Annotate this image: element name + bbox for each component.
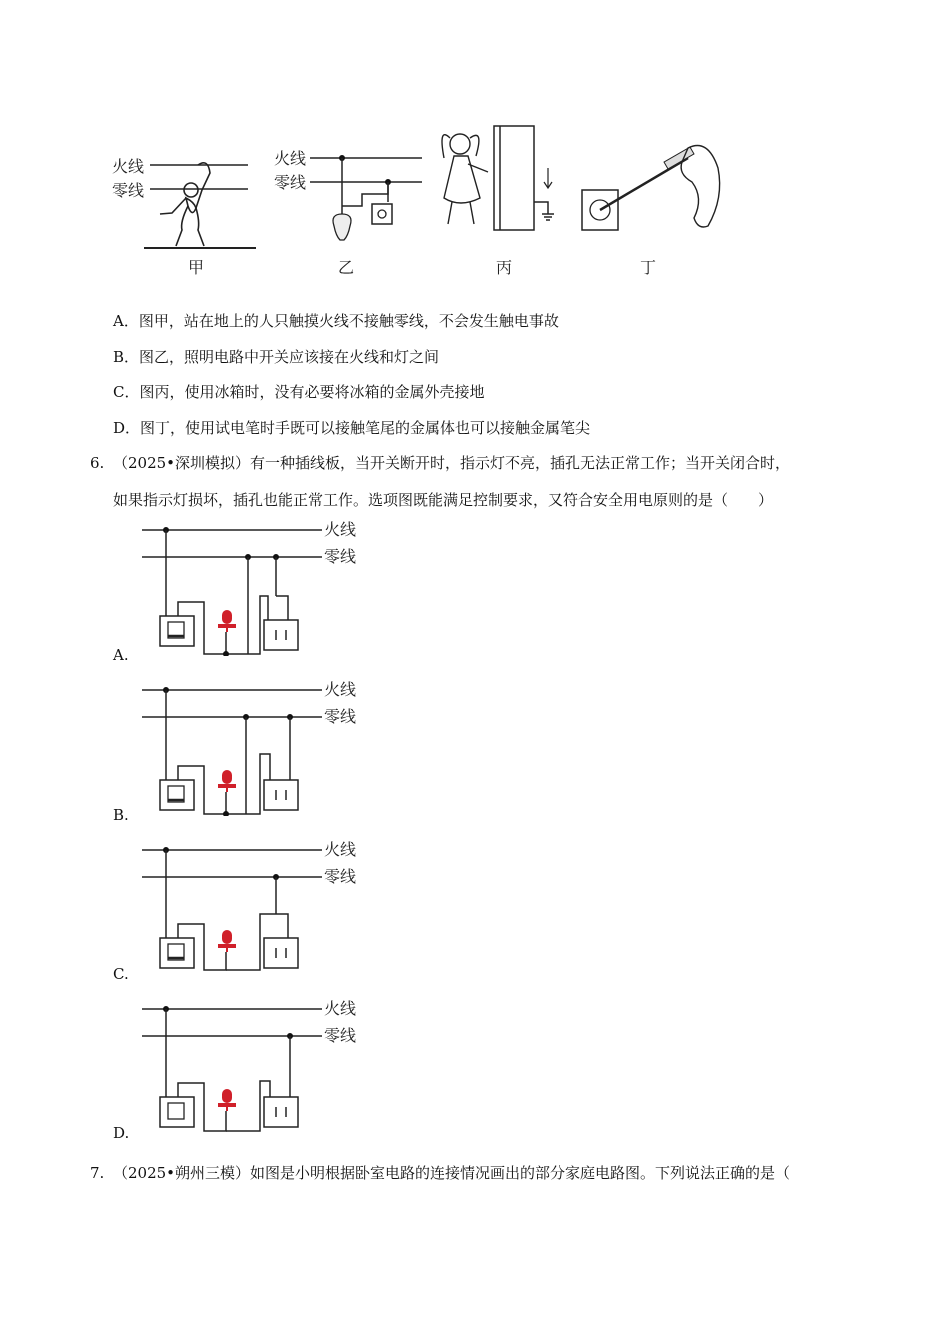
- switch-icon: [160, 616, 194, 646]
- q6-stem-line2: 如果指示灯损坏，插孔也能正常工作。选项图既能满足控制要求，又符合安全用电原则的是（ ）: [113, 491, 774, 509]
- circuit-b: [138, 676, 368, 816]
- figure-jia: [112, 157, 256, 277]
- q5-option-d: D．图丁，使用试电笔时手既可以接触笔尾的金属体也可以接触金属笔尖: [113, 419, 591, 437]
- girl-icon: [442, 134, 488, 224]
- circuit-a-label: A.: [113, 646, 129, 664]
- jia-sublabel: 甲: [188, 258, 205, 277]
- jia-live-label: 火线: [112, 157, 145, 176]
- circuit-b-label: B.: [113, 806, 129, 824]
- jia-neutral-label: 零线: [112, 181, 145, 200]
- circuit-a-neutral: 零线: [324, 547, 357, 566]
- circuit-b-live: 火线: [324, 680, 357, 699]
- q5-option-a: A．图甲，站在地上的人只触摸火线不接触零线，不会发生触电事故: [113, 312, 559, 330]
- socket-icon: [264, 938, 298, 968]
- circuit-b-neutral: 零线: [324, 707, 357, 726]
- circuit-d-live: 火线: [324, 999, 357, 1018]
- ding-sublabel: 丁: [640, 258, 657, 277]
- bing-sublabel: 丙: [496, 258, 513, 277]
- circuit-d: [138, 995, 368, 1135]
- switch-icon: [160, 938, 194, 968]
- q5-option-b: B．图乙，照明电路中开关应该接在火线和灯之间: [113, 348, 440, 366]
- led-icon: [218, 930, 236, 952]
- circuit-d-label: D.: [113, 1124, 130, 1142]
- circuit-c-neutral: 零线: [324, 867, 357, 886]
- socket-icon: [264, 1097, 298, 1127]
- circuit-d-neutral: 零线: [324, 1026, 357, 1045]
- circuit-c: [138, 836, 368, 976]
- figure-ding: [582, 146, 720, 278]
- led-icon: [218, 1089, 236, 1111]
- q6-number: 6.: [90, 454, 105, 472]
- circuit-c-label: C.: [113, 965, 129, 983]
- led-icon: [218, 610, 236, 632]
- bulb-icon: [333, 214, 351, 240]
- circuit-c-live: 火线: [324, 840, 357, 859]
- q6-stem-line1: （2025•深圳模拟）有一种插线板，当开关断开时，指示灯不亮，插孔无法正常工作；当开关闭合时，: [113, 454, 791, 472]
- circuit-a: [138, 516, 368, 656]
- switch-icon: [160, 1097, 194, 1127]
- q5-figure: [108, 118, 728, 288]
- q7-stem: （2025•朔州三模）如图是小明根据卧室电路的连接情况画出的部分家庭电路图。下列说法正确的是（: [113, 1164, 791, 1182]
- yi-live-label: 火线: [274, 149, 307, 168]
- q7-number: 7.: [90, 1164, 105, 1182]
- switch-icon: [160, 780, 194, 810]
- socket-icon: [264, 620, 298, 650]
- socket-icon: [264, 780, 298, 810]
- test-pen-icon: [664, 147, 694, 169]
- q5-option-c: C．图丙，使用冰箱时，没有必要将冰箱的金属外壳接地: [113, 383, 485, 401]
- switch-icon: [372, 204, 392, 224]
- led-icon: [218, 770, 236, 792]
- figure-bing: [442, 126, 554, 277]
- circuit-a-live: 火线: [324, 520, 357, 539]
- person-icon: [160, 163, 210, 246]
- figure-yi: [274, 149, 422, 277]
- yi-sublabel: 乙: [338, 258, 355, 277]
- yi-neutral-label: 零线: [274, 173, 307, 192]
